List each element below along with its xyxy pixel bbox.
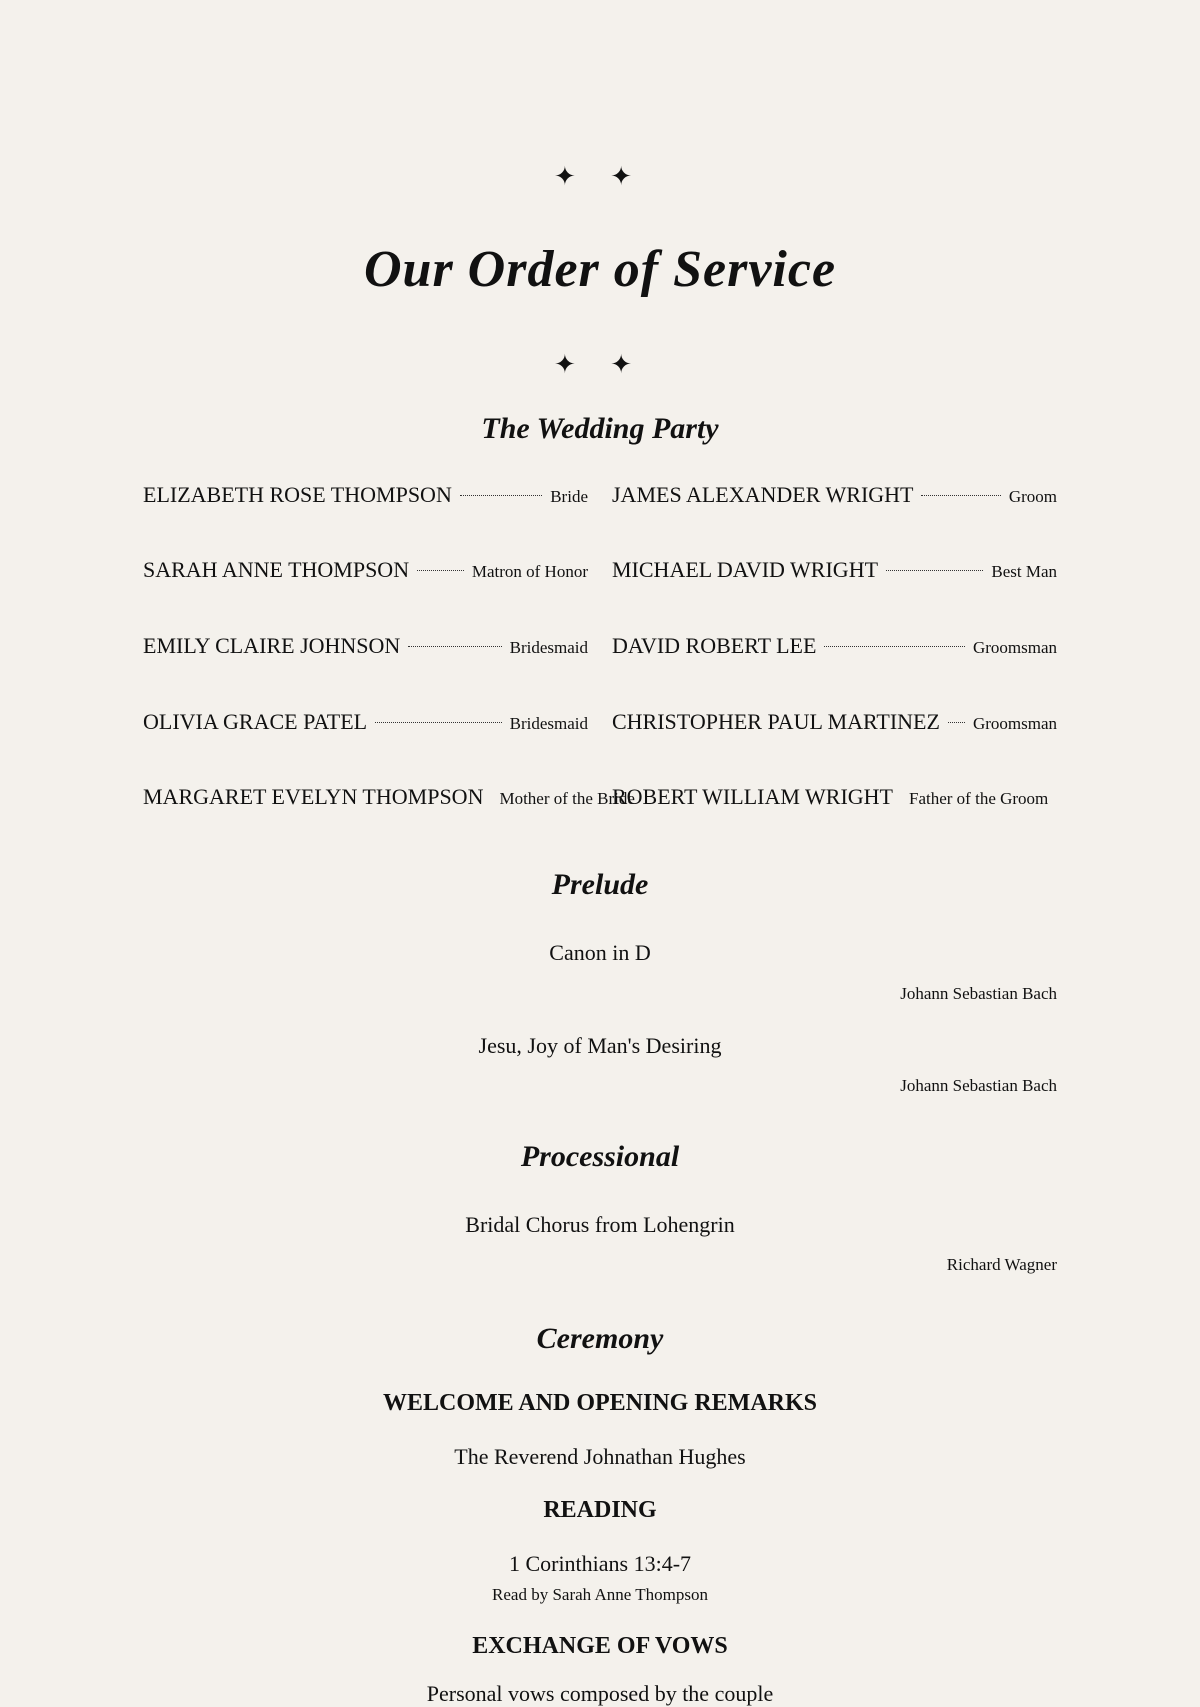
- wedding-party-heading: The Wedding Party: [481, 412, 719, 445]
- ceremony-item-detail: The Reverend Johnathan Hughes: [454, 1444, 746, 1469]
- dotted-leader: [408, 646, 501, 647]
- member-name: EMILY CLAIRE JOHNSON: [143, 633, 401, 658]
- member-role: Groomsman: [972, 714, 1057, 733]
- member-role: Bridesmaid: [509, 638, 588, 657]
- dotted-leader: [375, 722, 502, 723]
- member-name: ELIZABETH ROSE THOMPSON: [143, 482, 452, 507]
- member-role: Father of the Groom: [909, 789, 1049, 808]
- ceremony-heading: Ceremony: [536, 1322, 664, 1355]
- dotted-leader: [948, 722, 965, 723]
- ceremony-item-sub: Read by Sarah Anne Thompson: [492, 1585, 708, 1604]
- member-name: SARAH ANNE THOMPSON: [143, 557, 410, 582]
- member-role: Mother of the Bride: [499, 789, 635, 808]
- member-name: CHRISTOPHER PAUL MARTINEZ: [612, 709, 940, 734]
- dotted-leader: [460, 495, 542, 496]
- prelude-heading: Prelude: [551, 868, 649, 901]
- member-name: ROBERT WILLIAM WRIGHT: [612, 784, 893, 809]
- member-name: MARGARET EVELYN THOMPSON: [143, 784, 484, 809]
- party-member-row: [612, 709, 1057, 735]
- party-member-row: [143, 709, 588, 735]
- dotted-leader: [886, 570, 983, 571]
- member-name: OLIVIA GRACE PATEL: [143, 709, 368, 734]
- ceremony-item-detail: Personal vows composed by the couple: [426, 1681, 774, 1706]
- ceremony-item-heading: READING: [543, 1497, 657, 1523]
- ceremony-item-detail: 1 Corinthians 13:4-7: [508, 1551, 692, 1576]
- dotted-leader: [417, 570, 464, 571]
- party-member-row: [143, 633, 588, 659]
- party-member-row: [612, 482, 1057, 508]
- member-name: JAMES ALEXANDER WRIGHT: [612, 482, 914, 507]
- page-title: Our Order of Service: [363, 241, 837, 298]
- member-name: MICHAEL DAVID WRIGHT: [612, 557, 879, 582]
- member-name: DAVID ROBERT LEE: [612, 633, 817, 658]
- piece-composer: Johann Sebastian Bach: [900, 1076, 1057, 1095]
- member-role: Matron of Honor: [471, 562, 588, 581]
- dotted-leader: [921, 495, 1000, 496]
- ornament-stars-icon: ✦ ✦: [553, 162, 647, 191]
- party-member-row: [612, 633, 1057, 659]
- party-member-row: [143, 482, 588, 508]
- ceremony-item-heading: WELCOME AND OPENING REMARKS: [382, 1390, 818, 1416]
- party-member-row: [612, 557, 1057, 583]
- party-member-row: [612, 784, 1057, 810]
- member-role: Bridesmaid: [509, 714, 588, 733]
- piece-composer: Johann Sebastian Bach: [900, 984, 1057, 1003]
- piece-title: Bridal Chorus from Lohengrin: [465, 1212, 735, 1237]
- member-role: Bride: [550, 487, 588, 506]
- dotted-leader: [824, 646, 965, 647]
- party-member-row: [143, 557, 588, 583]
- member-role: Best Man: [991, 562, 1057, 581]
- member-role: Groomsman: [972, 638, 1057, 657]
- ceremony-item-heading: EXCHANGE OF VOWS: [472, 1633, 728, 1659]
- piece-composer: Richard Wagner: [946, 1255, 1057, 1274]
- party-member-row: [143, 784, 635, 810]
- piece-title: Canon in D: [549, 940, 651, 965]
- member-role: Groom: [1008, 487, 1057, 506]
- ornament-stars-icon: ✦ ✦: [553, 350, 647, 379]
- processional-heading: Processional: [520, 1140, 680, 1173]
- piece-title: Jesu, Joy of Man's Desiring: [478, 1033, 722, 1058]
